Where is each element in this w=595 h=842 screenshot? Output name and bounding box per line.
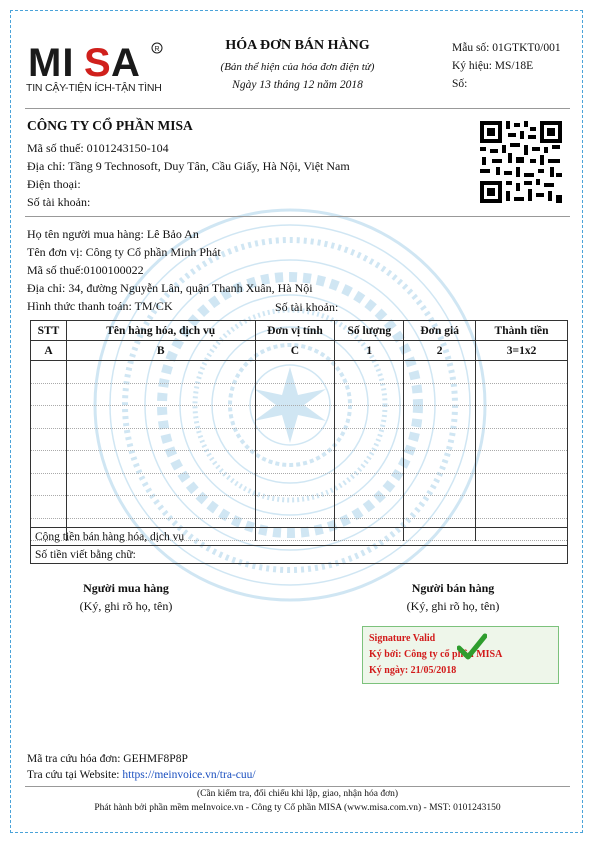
signature-status: Signature Valid (369, 633, 436, 644)
index-cell: 1 (335, 341, 404, 361)
signature-signed-by: Ký bởi: Công ty cổ phần MISA (369, 649, 503, 660)
buyer-address: Địa chỉ: 34, đường Nguyễn Lân, quận Thanh Xuân, Hà Nội (27, 281, 313, 295)
seller-sign-title: Người bán hàng (411, 581, 495, 595)
invoice-subtitle: (Bản thể hiện của hóa đơn điện tử) (220, 61, 375, 73)
table-header-row (31, 321, 568, 341)
seller-account: Số tài khoản: (27, 195, 91, 209)
svg-text:S: S (84, 41, 111, 82)
table-row (31, 406, 568, 429)
column-header: Đơn giá (404, 321, 476, 341)
index-cell: A (31, 341, 67, 361)
form-number: Mẫu số: 01GTKT0/001 (452, 42, 561, 54)
column-header: STT (31, 321, 67, 341)
valid-check-icon (457, 633, 487, 661)
column-header: Tên hàng hóa, dịch vụ (66, 321, 255, 341)
index-cell: 3=1x2 (476, 341, 568, 361)
total-row: Cộng tiền bán hàng hóa, dịch vụ (30, 527, 568, 546)
buyer-name: Họ tên người mua hàng: Lê Bảo An (27, 227, 199, 241)
svg-text:A: A (111, 41, 140, 82)
index-cell: 2 (404, 341, 476, 361)
buyer-company: Tên đơn vị: Công ty Cổ phần Minh Phát (27, 245, 221, 259)
table-row (31, 428, 568, 451)
digital-signature-box[interactable] (362, 626, 559, 684)
header-divider (25, 108, 570, 109)
invoice-title: HÓA ĐƠN BÁN HÀNG (225, 38, 370, 53)
buyer-payment-method: Hình thức thanh toán: TM/CK (27, 299, 173, 313)
index-cell: B (66, 341, 255, 361)
seller-address: Địa chỉ: Tầng 9 Technosoft, Duy Tân, Cầu Giấy, Hà Nội, Việt Nam (27, 159, 350, 173)
amount-in-words-row: Số tiền viết bằng chữ: (30, 545, 568, 564)
buyer-tax-code: Mã số thuế:0100100022 (27, 263, 144, 277)
svg-text:R: R (154, 46, 160, 53)
table-row (31, 496, 568, 519)
invoice-symbol: Ký hiệu: MS/18E (452, 60, 534, 72)
invoice-date: Ngày 13 tháng 12 năm 2018 (232, 79, 363, 91)
footer-note: (Cần kiểm tra, đối chiếu khi lập, giao, nhận hóa đơn) (196, 789, 399, 799)
table-index-row (31, 341, 568, 361)
signature-date: Ký ngày: 21/05/2018 (369, 665, 457, 676)
lookup-site (27, 769, 256, 781)
footer-divider (25, 786, 570, 787)
invoice-number: Số: (452, 78, 468, 90)
qr-code (478, 119, 564, 205)
lookup-site-link[interactable]: https://meinvoice.vn/tra-cuu/ (122, 769, 256, 781)
lookup-code: Mã tra cứu hóa đơn: GEHMF8P8P (27, 753, 188, 765)
column-header: Số lượng (335, 321, 404, 341)
column-header: Thành tiền (476, 321, 568, 341)
seller-tax-code: Mã số thuế: 0101243150-104 (27, 141, 169, 155)
buyer-sign-note: (Ký, ghi rõ họ, tên) (79, 599, 173, 613)
seller-sign-note: (Ký, ghi rõ họ, tên) (406, 599, 500, 613)
table-row (31, 473, 568, 496)
items-table (30, 320, 568, 541)
seller-divider (25, 216, 570, 217)
table-row (31, 383, 568, 406)
buyer-account: Số tài khoản: (275, 300, 339, 314)
svg-text:MI: MI (28, 41, 75, 82)
footer-issuer: Phát hành bởi phần mềm meInvoice.vn - Công ty Cổ phần MISA (www.misa.com.vn) - MST: 0101243150 (94, 803, 501, 813)
seller-name: CÔNG TY CỔ PHẦN MISA (27, 118, 193, 133)
buyer-sign-title: Người mua hàng (83, 581, 169, 595)
seller-phone: Điện thoại: (27, 177, 81, 191)
table-row (31, 451, 568, 474)
lookup-site-label: Tra cứu tại Website: (27, 769, 120, 781)
column-header: Đơn vị tính (255, 321, 335, 341)
table-row (31, 361, 568, 384)
index-cell: C (255, 341, 335, 361)
logo-tagline: TIN CẬY-TIỆN ÍCH-TẬN TÌNH (26, 82, 162, 94)
